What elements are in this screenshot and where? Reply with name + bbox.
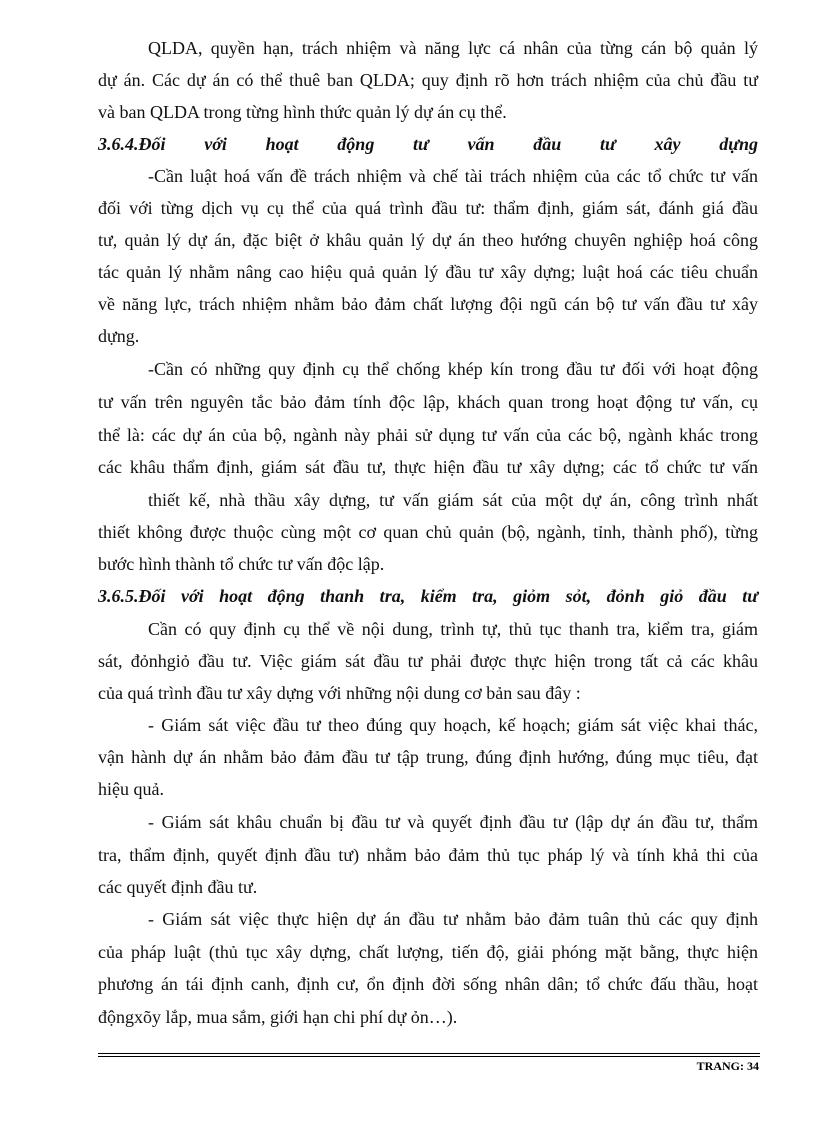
paragraph-line: - Giám sát khâu chuẩn bị đầu tư và quyết định đầu tư (lập dự án đầu tư, thẩm	[148, 812, 758, 832]
paragraph-line: và ban QLDA trong từng hình thức quản lý dự án cụ thể.	[98, 102, 507, 122]
footer-rule	[98, 1053, 760, 1054]
paragraph-line: dựng.	[98, 326, 140, 346]
paragraph-line: Cần có quy định cụ thể về nội dung, trình tự, thủ tục thanh tra, kiểm tra, giám	[148, 619, 758, 639]
paragraph-line: đối với từng dịch vụ cụ thể của quá trình đầu tư: thẩm định, giám sát, đánh giá đầu	[98, 198, 758, 218]
paragraph-line: về năng lực, trách nhiệm nhằm bảo đảm chất lượng đội ngũ cán bộ tư vấn đầu tư xây	[98, 294, 758, 314]
footer-rule	[98, 1056, 760, 1057]
page-number: TRANG: 34	[696, 1059, 759, 1073]
section-heading-3-6-5: 3.6.5.Đối với hoạt động thanh tra, kiểm tra, giỏm sỏt, đỏnh giỏ đầu tư	[98, 586, 758, 606]
paragraph-line: các khâu thẩm định, giám sát đầu tư, thực hiện đầu tư xây dựng; các tổ chức tư vấn	[98, 457, 758, 477]
paragraph-line: thiết kế, nhà thầu xây dựng, tư vấn giám sát của một dự án, công trình nhất	[148, 490, 758, 510]
paragraph-line: các quyết định đầu tư.	[98, 877, 258, 897]
paragraph-line: QLDA, quyền hạn, trách nhiệm và năng lực cá nhân của từng cán bộ quản lý	[148, 38, 758, 58]
paragraph-line: hiệu quả.	[98, 779, 164, 799]
paragraph-line: tác quản lý nhằm nâng cao hiệu quả quản lý đầu tư xây dựng; luật hoá các tiêu chuẩn	[98, 262, 758, 282]
paragraph-line: bước hình thành tổ chức tư vấn độc lập.	[98, 554, 385, 574]
paragraph-line: -Cần có những quy định cụ thể chống khép kín trong đầu tư đối với hoạt động	[148, 359, 758, 379]
paragraph-line: dự án. Các dự án có thể thuê ban QLDA; quy định rõ hơn trách nhiệm của chủ đầu tư	[98, 70, 758, 90]
paragraph-line: sát, đỏnhgiỏ đầu tư. Việc giám sát đầu tư phải được thực hiện trong tất cả các khâu	[98, 651, 758, 671]
paragraph-line: phương án tái định canh, định cư, ổn định đời sống nhân dân; tổ chức đấu thầu, hoạt	[98, 974, 758, 994]
paragraph-line: tư vấn trên nguyên tắc bảo đảm tính độc lập, khách quan trong hoạt động tư vấn, cụ	[98, 392, 758, 412]
paragraph-line: thể là: các dự án của bộ, ngành này phải sử dụng tư vấn của các bộ, ngành khác trong	[98, 425, 758, 445]
paragraph-line: tư, quản lý dự án, đặc biệt ở khâu quản lý dự án theo hướng chuyên nghiệp hoá công	[98, 230, 758, 250]
paragraph-line: độngxõy lắp, mua sắm, giới hạn chi phí dự ỏn…).	[98, 1007, 458, 1027]
paragraph-line: vận hành dự án nhằm bảo đảm đầu tư tập trung, đúng định hướng, đúng mục tiêu, đạt	[98, 747, 758, 767]
paragraph-line: của pháp luật (thủ tục xây dựng, chất lượng, tiến độ, giải phóng mặt bằng, thực hiện	[98, 942, 758, 962]
paragraph-line: - Giám sát việc thực hiện dự án đầu tư nhằm bảo đảm tuân thủ các quy định	[148, 909, 758, 929]
section-heading-3-6-4: 3.6.4.Đối với hoạt động tư vấn đầu tư xây dựng	[98, 134, 758, 154]
paragraph-line: của quá trình đầu tư xây dựng với những nội dung cơ bản sau đây :	[98, 683, 581, 703]
paragraph-line: tra, thẩm định, quyết định đầu tư) nhằm bảo đảm thủ tục pháp lý và tính khả thi của	[98, 845, 758, 865]
paragraph-line: -Cần luật hoá vấn đề trách nhiệm và chế tài trách nhiệm của các tổ chức tư vấn	[148, 166, 758, 186]
paragraph-line: thiết không được thuộc cùng một cơ quan chủ quản (bộ, ngành, tỉnh, thành phố), từng	[98, 522, 758, 542]
paragraph-line: - Giám sát việc đầu tư theo đúng quy hoạch, kế hoạch; giám sát việc khai thác,	[148, 715, 758, 735]
